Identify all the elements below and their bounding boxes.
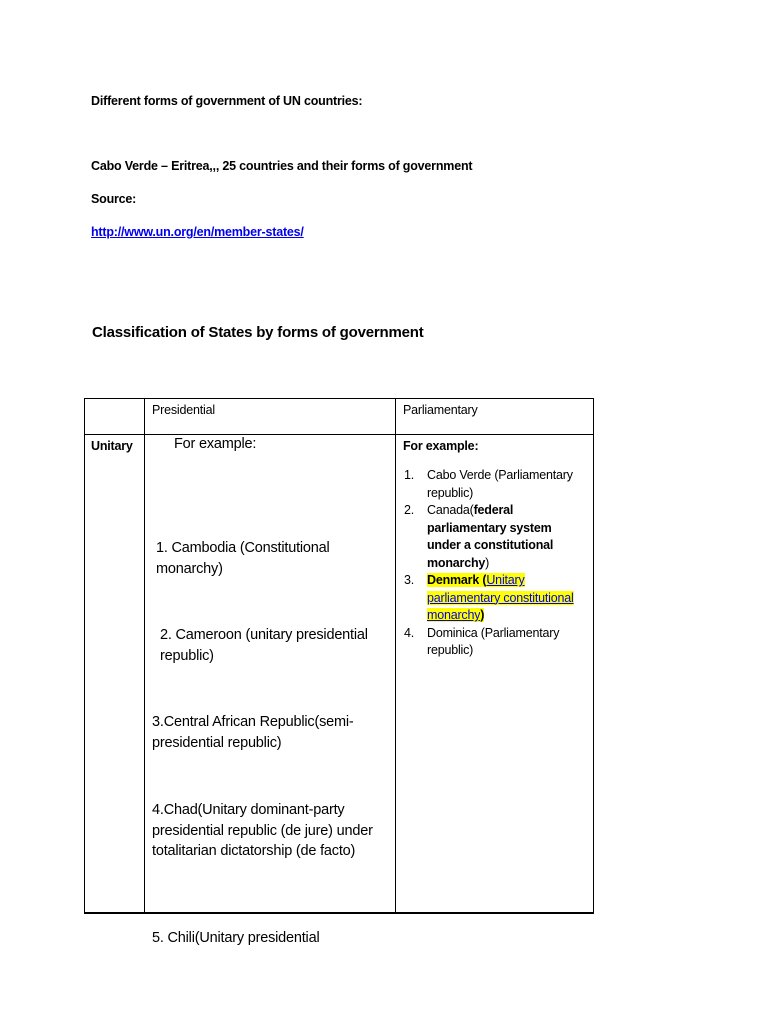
presidential-header: Presidential	[152, 403, 215, 417]
section-heading: Classification of States by forms of government	[92, 324, 424, 341]
parliamentary-header-cell	[396, 399, 594, 435]
country-name-highlighted: Denmark	[427, 573, 480, 587]
government-form: federal parliamentary system under a constitutional monarchy	[427, 503, 554, 570]
paren-close: )	[485, 555, 490, 570]
list-item	[403, 625, 587, 660]
government-form-link[interactable]: Unitary parliamentary constitutional monarchy	[427, 573, 574, 622]
list-item: 3.Central African Republic(semi-presidential republic)	[152, 714, 354, 751]
presidential-header-cell	[145, 399, 396, 435]
corner-cell	[85, 399, 145, 435]
country-name: Canada	[427, 503, 470, 517]
presidential-intro: For example:	[174, 436, 257, 452]
classification-table	[84, 398, 594, 946]
row-label-cell	[85, 435, 145, 914]
paren-open: (	[469, 503, 474, 517]
row-label-unitary: Unitary	[91, 439, 133, 453]
paren-open: (	[482, 573, 487, 587]
government-form: (Parliamentary republic)	[427, 625, 560, 657]
source-link[interactable]: http://www.un.org/en/member-states/	[91, 225, 304, 239]
document-title: Different forms of government of UN countries:	[91, 94, 363, 108]
country-name: Cabo Verde	[427, 468, 492, 482]
list-item	[403, 467, 587, 502]
list-item	[403, 502, 587, 572]
list-item: 5. Chili(Unitary presidential	[152, 930, 320, 946]
list-number: 3.	[404, 573, 415, 587]
list-number: 4.	[404, 625, 415, 640]
parliamentary-list	[403, 467, 587, 660]
table-row	[85, 435, 594, 914]
paren-close: )	[480, 608, 485, 622]
scope-line: Cabo Verde – Eritrea,,, 25 countries and their forms of government	[91, 159, 473, 173]
table-header-row	[85, 399, 594, 435]
list-item: 4.Chad(Unitary dominant-party presidential republic (de jure) under totalitarian dictatorship (de facto)	[152, 802, 373, 859]
parliamentary-cell	[396, 435, 594, 914]
list-number: 2.	[404, 503, 415, 517]
list-item: 2. Cameroon (unitary presidential republic)	[160, 627, 368, 664]
list-number: 1.	[404, 468, 415, 482]
presidential-cell	[145, 435, 396, 946]
source-label: Source:	[91, 192, 137, 206]
parliamentary-intro: For example:	[403, 439, 479, 453]
parliamentary-header: Parliamentary	[403, 403, 478, 417]
list-item	[403, 572, 587, 625]
country-name: Dominica	[427, 625, 478, 640]
list-item: 1. Cambodia (Constitutional monarchy)	[156, 540, 330, 577]
government-form: (Parliamentary republic)	[427, 468, 573, 500]
